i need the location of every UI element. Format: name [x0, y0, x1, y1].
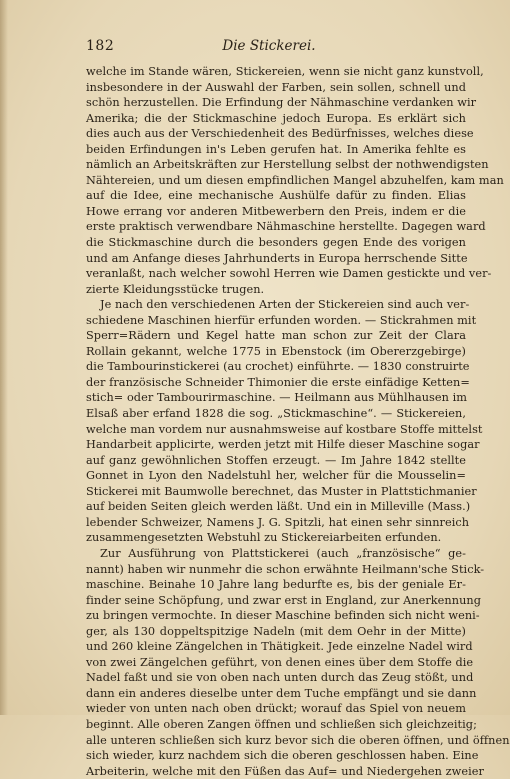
text-line: auf die Idee, eine mechanische Aushülfe dafür zu finden. Elias [86, 189, 466, 203]
text-line: veranlaßt, nach welcher sowohl Herren wie Damen gestickte und ver- [86, 267, 492, 281]
text-line: zusammengesetzten Webstuhl zu Stickereiarbeiten erfunden. [86, 531, 442, 545]
text-line: erste praktisch verwendbare Nähmaschine herstellte. Dagegen ward [86, 220, 486, 234]
text-line: dies auch aus der Verschiedenheit des Bedürfnisses, welches diese [86, 127, 474, 141]
text-line: die Tambourinstickerei (au crochet) einführte. — 1830 construirte [86, 360, 470, 374]
running-title: Die Stickerei. [222, 38, 316, 54]
text-line: nannt) haben wir nunmehr die schon erwähnte Heilmann'sche Stick- [86, 562, 485, 576]
text-line: Je nach den verschiedenen Arten der Stickereien sind auch ver- [100, 298, 470, 312]
text-line: lebender Schweizer, Namens J. G. Spitzli, hat einen sehr sinnreich [86, 515, 470, 529]
text-line: zierte Kleidungsstücke trugen. [86, 282, 265, 296]
text-line: und 260 kleine Zängelchen in Thätigkeit. Jede einzelne Nadel wird [86, 640, 473, 654]
text-line: Nähtereien, und um diesen empfindlichen Mangel abzuhelfen, kam man [86, 173, 504, 187]
text-line: wieder von unten nach oben drückt; worauf das Spiel von neuem [86, 702, 466, 716]
page-gutter-shadow [0, 0, 8, 715]
text-line: die Stickmaschine durch die besonders gegen Ende des vorigen [86, 236, 466, 250]
text-line: Elsaß aber erfand 1828 die sog. „Stickmaschine“. — Stickereien, [86, 407, 466, 421]
text-line: sich wieder, kurz nachdem sich die oberen geschlossen haben. Eine [86, 749, 479, 763]
text-line: Amerika; die der Stickmaschine jedoch Europa. Es erklärt sich [86, 111, 466, 125]
text-line: stich= oder Tambourirmaschine. — Heilmann aus Mühlhausen im [86, 391, 468, 405]
text-line: beginnt. Alle oberen Zangen öffnen und schließen sich gleichzeitig; [86, 717, 477, 731]
body-text [86, 64, 510, 779]
text-line: welche im Stande wären, Stickereien, wenn sie nicht ganz kunstvoll, [86, 65, 484, 78]
text-line: nämlich an Arbeitskräften zur Herstellung selbst der nothwendigsten [86, 158, 489, 172]
text-line: insbesondere in der Auswahl der Farben, sein sollen, schnell und [86, 80, 466, 94]
text-line: welche man vordem nur ausnahmsweise auf kostbare Stoffe mittelst [86, 422, 483, 436]
text-line: der französische Schneider Thimonier die erste einfädige Ketten= [86, 375, 470, 389]
page-header [86, 38, 452, 56]
text-line: Stickerei mit Baumwolle berechnet, das Muster in Plattstichmanier [86, 484, 477, 498]
page-number: 182 [86, 38, 115, 54]
text-line: auf beiden Seiten gleich werden läßt. Und ein in Milleville (Mass.) [86, 500, 471, 514]
text-line: und am Anfange dieses Jahrhunderts in Europa herrschende Sitte [86, 251, 468, 265]
text-line: Howe errang vor anderen Mitbewerbern den Preis, indem er die [86, 204, 466, 218]
text-line: Handarbeit applicirte, werden jetzt mit Hilfe dieser Maschine sogar [86, 438, 480, 452]
text-line: Sperr=Rädern und Kegel hatte man schon zur Zeit der Clara [86, 329, 466, 343]
text-line: ger, als 130 doppeltspitzige Nadeln (mit dem Oehr in der Mitte) [86, 624, 466, 638]
text-line: Nadel faßt und sie von oben nach unten durch das Zeug stößt, und [86, 671, 474, 685]
text-line: dann ein anderes dieselbe unter dem Tuche empfängt und sie dann [86, 686, 477, 700]
text-line: alle unteren schließen sich kurz bevor sich die oberen öffnen, und öffnen [86, 733, 510, 747]
text-line: von zwei Zängelchen geführt, von denen eines über dem Stoffe die [86, 655, 474, 669]
text-line: auf ganz gewöhnlichen Stoffen erzeugt. — Im Jahre 1842 stellte [86, 453, 466, 467]
text-line: maschine. Beinahe 10 Jahre lang bedurfte es, bis der geniale Er- [86, 578, 466, 592]
text-line: schiedene Maschinen hierfür erfunden worden. — Stickrahmen mit [86, 313, 477, 327]
text-line: zu bringen vermochte. In dieser Maschine befinden sich nicht weni- [86, 609, 480, 623]
text-line: Arbeiterin, welche mit den Füßen das Auf= und Niedergehen zweier [86, 764, 484, 778]
text-line: Rollain gekannt, welche 1775 in Ebenstock (im Obererzgebirge) [86, 344, 466, 358]
text-line: beiden Erfindungen in's Leben gerufen hat. In Amerika fehlte es [86, 142, 466, 156]
text-line: schön herzustellen. Die Erfindung der Nähmaschine verdanken wir [86, 96, 477, 110]
text-line: finder seine Schöpfung, und zwar erst in England, zur Anerkennung [86, 593, 482, 607]
text-line: Zur Ausführung von Plattstickerei (auch „französische“ ge- [100, 546, 466, 560]
text-line: Gonnet in Lyon den Nadelstuhl her, welcher für die Mousselin= [86, 469, 466, 483]
